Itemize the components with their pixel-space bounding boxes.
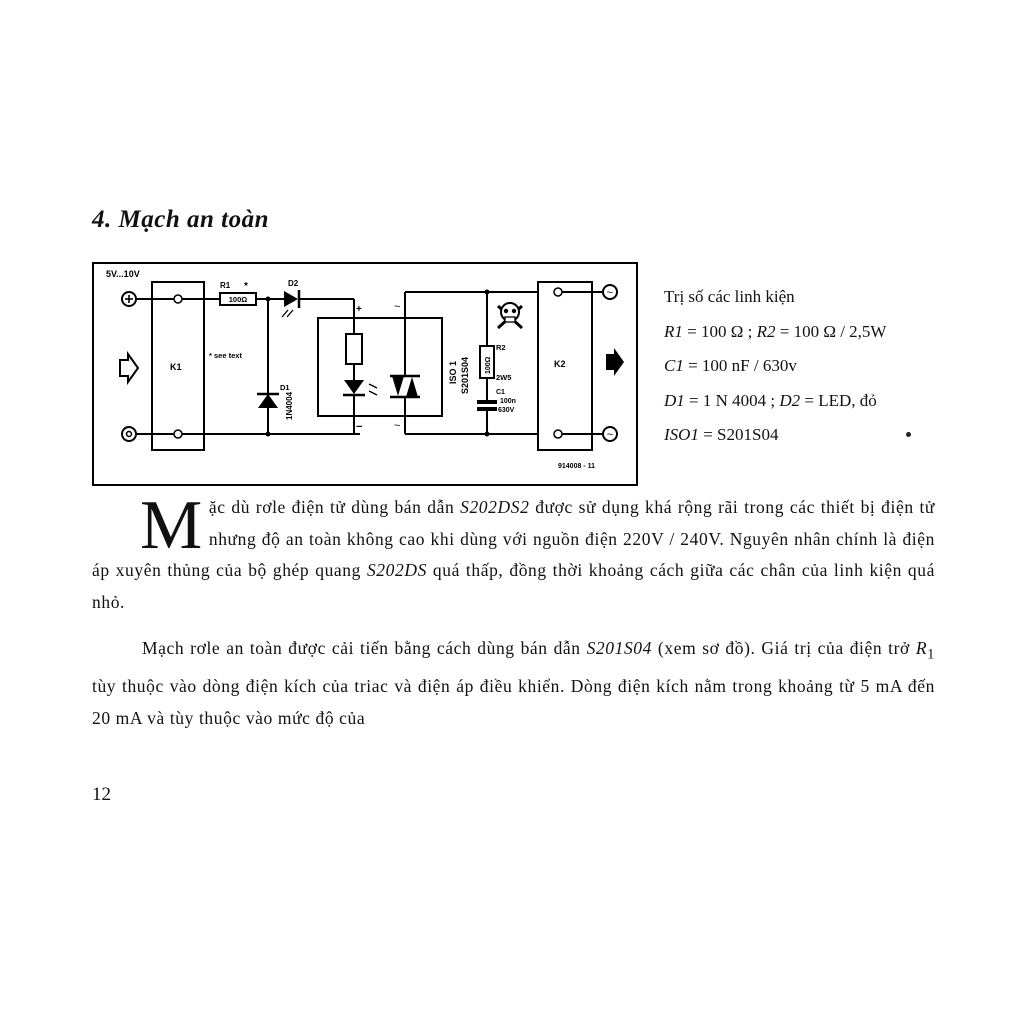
paragraph-1 xyxy=(92,487,935,618)
iso-symbol: ISO1 xyxy=(664,425,699,444)
iso1-label: ISO 1 xyxy=(448,360,458,384)
svg-text:~: ~ xyxy=(606,287,614,299)
component-values xyxy=(664,280,984,453)
iso1-part: S201S04 xyxy=(460,356,470,394)
skull-warning-icon xyxy=(498,303,522,328)
legend-resistors xyxy=(664,315,984,350)
p2-r-subscript: 1 xyxy=(927,646,935,663)
iso-internal-resistor xyxy=(346,334,362,364)
iso-minus-label: − xyxy=(356,421,363,433)
legend-heading: Trị số các linh kiện xyxy=(664,287,795,306)
page-number: 12 xyxy=(92,784,111,805)
p2-text-a: Mạch rơle an toàn được cải tiến bằng cách dùng bán dẫn xyxy=(142,638,587,658)
r2-value: 100Ω xyxy=(485,356,492,374)
r1-value-text: = 100 Ω ; xyxy=(682,321,757,341)
d1-label: D1 xyxy=(280,383,290,392)
d2-label: D2 xyxy=(288,279,299,288)
d1-diode-icon xyxy=(257,394,279,408)
legend-capacitor xyxy=(664,349,984,384)
r2-power: 2W5 xyxy=(496,373,512,382)
d2-value-text: = LED, đỏ xyxy=(800,390,877,410)
r2-symbol: R2 xyxy=(756,321,776,341)
d1-part: 1N4004 xyxy=(285,391,294,420)
r1-asterisk: * xyxy=(244,281,248,292)
d1-value-text: = 1 N 4004 ; xyxy=(684,390,780,410)
r2-value-text: = 100 Ω / 2,5W xyxy=(775,321,887,341)
c1-symbol: C1 xyxy=(664,356,684,375)
see-text-note: * see text xyxy=(209,351,242,360)
c1-voltage: 630V xyxy=(498,407,515,414)
k1-label: K1 xyxy=(170,362,182,372)
paragraph-2 xyxy=(92,633,935,734)
p2-r-symbol: R xyxy=(915,638,928,658)
c1-label: C1 xyxy=(496,389,505,396)
r1-value: 100Ω xyxy=(228,295,248,304)
c1-value: 100n xyxy=(500,398,516,405)
r1-symbol: R1 xyxy=(664,321,683,341)
output-ac-terminal-bottom xyxy=(603,427,617,441)
legend-iso xyxy=(664,418,984,453)
output-arrow-icon xyxy=(606,348,624,376)
p1-part-s202ds2: S202DS2 xyxy=(460,497,530,517)
r2-label: R2 xyxy=(496,343,506,352)
p2-text-e: tùy thuộc vào dòng điện kích của triac và điện áp điều khiển. Dòng điện kích nằm trong khoảng từ 5 mA đến 20 mA và tùy thuộc vào mức độ của xyxy=(92,676,935,728)
c1-capacitor-icon xyxy=(477,400,497,411)
c1-value-text: = 100 nF / 630v xyxy=(683,356,797,375)
circuit-diagram xyxy=(92,262,638,486)
svg-text:~: ~ xyxy=(606,429,614,441)
p2-text-c: (xem sơ đồ). Giá trị của điện trở xyxy=(652,638,916,658)
supply-label: 5V...10V xyxy=(106,269,140,279)
p1-text-a: ặc dù rơle điện tử dùng bán dẫn xyxy=(208,497,461,517)
print-speck xyxy=(906,432,911,437)
p2-part-s201s04: S201S04 xyxy=(586,638,653,658)
p1-part-s202ds: S202DS xyxy=(366,560,427,580)
section-title: 4. Mạch an toàn xyxy=(92,206,269,233)
input-arrow-icon xyxy=(120,354,138,382)
input-ground-terminal xyxy=(122,427,136,441)
output-ac-terminal-top xyxy=(603,285,617,299)
input-plus-terminal xyxy=(122,292,136,306)
legend-diodes xyxy=(664,384,984,419)
iso1-module xyxy=(318,318,442,416)
k2-label: K2 xyxy=(554,359,566,369)
iso-value-text: = S201S04 xyxy=(698,425,779,444)
figure-code: 914008 - 11 xyxy=(558,463,595,470)
iso-ac-top: ~ xyxy=(394,301,401,313)
d1-symbol: D1 xyxy=(664,390,685,410)
iso-plus-label: + xyxy=(356,304,362,315)
drop-cap: M xyxy=(140,487,203,564)
p1-text-c: được sử dụng khá rộng rãi trong các thiết bị điện tử nhưng độ an toàn không cao khi dùng với nguồn điện 220V / 240V. Nguyên nhân chính là điện áp xuyên thủng của bộ ghép quang xyxy=(92,497,935,580)
iso-ac-bottom: ~ xyxy=(394,420,401,432)
r1-label: R1 xyxy=(220,281,231,290)
d2-led-icon xyxy=(282,290,299,317)
d2-symbol: D2 xyxy=(779,390,801,410)
p1-text-e: quá thấp, đồng thời khoảng cách giữa các chân của linh kiện quá nhỏ. xyxy=(92,560,935,612)
